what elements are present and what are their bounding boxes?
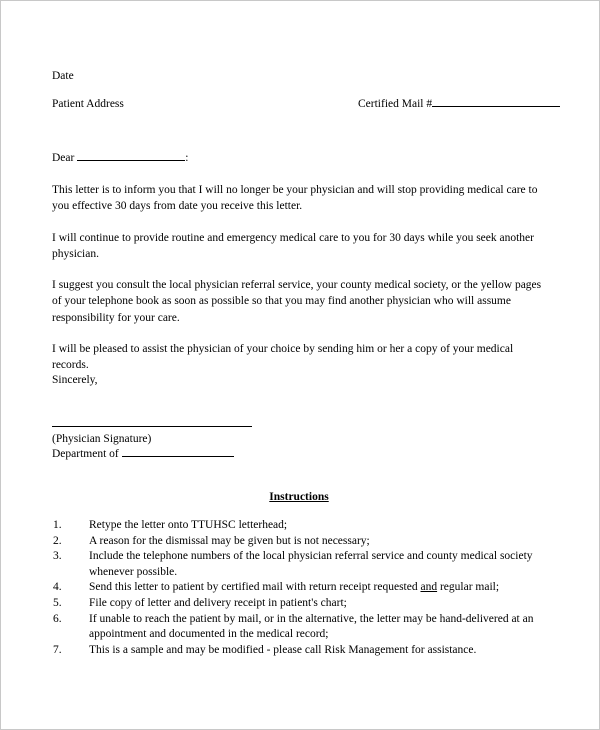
letter-body [52, 182, 546, 374]
list-item-number: 5. [53, 596, 62, 609]
body-paragraph: I will be pleased to assist the physician of your choice by sending him or her a copy of your medical records. [52, 343, 514, 372]
body-paragraph: This letter is to inform you that I will no longer be your physician and will stop providing medical care to you effective 30 days from date you receive this letter. [52, 184, 538, 213]
list-item-text-before: Send this letter to patient by certified mail with return receipt requested [89, 581, 421, 594]
list-item [52, 549, 546, 580]
list-item [52, 643, 546, 659]
list-item-text: If unable to reach the patient by mail, or in the alternative, the letter may be hand-delivered at an appointment and documented in the medical record; [89, 612, 534, 641]
list-item-number: 1. [53, 519, 62, 531]
list-item-text-underlined: and [420, 581, 438, 594]
list-item-number: 7. [53, 643, 62, 656]
body-paragraph: I suggest you consult the local physician referral service, your county medical society, or the yellow pages of your telephone book as soon as possible so that you may find another physician who will assume responsibility for your care. [52, 279, 542, 324]
list-item [52, 596, 546, 612]
list-item-text: Include the telephone numbers of the local physician referral service and county medical society whenever possible. [89, 550, 533, 578]
body-paragraph: I will continue to provide routine and emergency medical care to you for 30 days while you seek another physician. [52, 231, 534, 260]
instructions-heading-text: Instructions [269, 491, 329, 503]
certified-mail-label: Certified Mail # [358, 98, 433, 110]
header-row [52, 97, 549, 112]
letter-content-area [52, 1, 549, 729]
list-item-text: A reason for the dismissal may be given but is not necessary; [89, 534, 370, 547]
patient-address-label: Patient Address [52, 98, 124, 110]
certified-mail-blank[interactable] [432, 98, 560, 107]
salutation-greeting: Dear [52, 152, 75, 164]
list-item-text [89, 580, 546, 596]
list-item [52, 518, 546, 534]
list-item [52, 612, 546, 643]
certified-mail-field [358, 97, 560, 112]
signature-caption: (Physician Signature) [52, 433, 152, 445]
instructions-list [52, 518, 546, 658]
department-blank[interactable] [122, 448, 234, 457]
date-label: Date [52, 70, 74, 82]
list-item-text: This is a sample and may be modified - please call Risk Management for assistance. [89, 643, 477, 656]
salutation-name-blank[interactable] [77, 152, 185, 161]
list-item-text: Retype the letter onto TTUHSC letterhead; [89, 519, 288, 531]
list-item-number: 6. [53, 612, 62, 625]
instructions-heading [52, 490, 546, 505]
list-item-text-after: regular mail; [437, 581, 500, 594]
list-item-number: 2. [53, 534, 62, 547]
list-item [52, 580, 546, 596]
list-item-number: 4. [53, 581, 62, 594]
list-item [52, 534, 546, 550]
department-label: Department of [52, 448, 119, 460]
signature-line[interactable] [52, 426, 252, 427]
department-field [52, 447, 234, 462]
closing-salutation: Sincerely, [52, 374, 98, 386]
salutation-colon: : [185, 152, 189, 164]
salutation-line [52, 151, 188, 166]
list-item-text: File copy of letter and delivery receipt in patient's chart; [89, 596, 347, 609]
list-item-number: 3. [53, 550, 62, 563]
